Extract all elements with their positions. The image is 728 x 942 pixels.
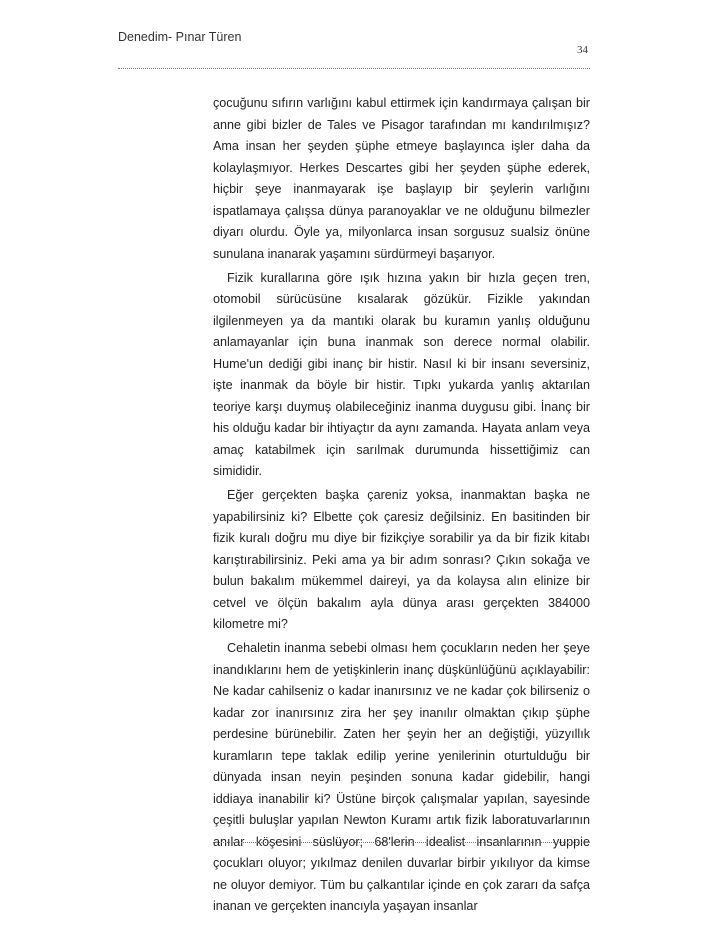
footer-divider <box>213 842 590 843</box>
paragraph-4: Cehaletin inanma sebebi olması hem çocukların neden her şeye inandıklarını hem de yetişkinlerin inanç düşkünlüğünü açıklayabilir: Ne kadar cahilseniz o kadar inanırsınız ve ne kadar çok bilirseniz o kadar zor inanırsınız zira her şey inanılır olmaktan çıkıp şüphe perdesine bürünebilir. Zaten her şeyin her an değiştiği, yüzyıllık kuramların tepe taklak edilip yerine yenilerinin oturtulduğu bir dünyada insan neyin peşinden sonuna kadar gidebilir, hangi iddiaya inanabilir ki? Üstüne birçok çalışmalar yapılan, sayesinde çeşitli buluşlar yapılan Newton Kuramı artık fizik laboratuvarlarının anılar köşesini süslüyor; 68'lerin idealist insanlarının yuppie çocukları oluyor; yıkılmaz denilen duvarlar birbir yıkılıyor da kimse ne oluyor demiyor. Tüm bu çalkantılar içinde en çok zararı da safça inanan ve gerçekten inancıyla yaşayan insanlar <box>213 641 590 913</box>
paragraph-3: Eğer gerçekten başka çareniz yoksa, inanmaktan başka ne yapabilirsiniz ki? Elbette çok çaresiz değilsiniz. En basitinden bir fizik kuralı doğru mu diye bir fizikçiye sorabilir ya da bir fizik kitabı karıştırabilirsiniz. Peki ama ya bir adım sonrası? Çıkın sokağa ve bulun bakalım mükemmel daireyi, ya da kolaysa alın elinize bir cetvel ve ölçün bakalım ayla dünya arası gerçekten 384000 kilometre mi? <box>213 488 590 631</box>
body-text <box>213 93 590 920</box>
header-divider <box>118 68 590 69</box>
page-number: 34 <box>577 44 588 56</box>
header-title: Denedim- Pınar Türen <box>118 30 242 44</box>
paragraph-2: Fizik kurallarına göre ışık hızına yakın bir hızla geçen tren, otomobil sürücüsüne kısalarak gözükür. Fizikle yakından ilgilenmeyen ya da mantıki olarak bu kuramın yanlış olduğunu anlamayanlar için buna inanmak son derece normal olabilir. Hume'un dediği gibi inanç bir histir. Nasıl ki bir insanı seversiniz, işte inanmak da böyle bir histir. Tıpkı yukarda yanlış aktarılan teoriye karşı duymuş olabileceğiniz inanma duygusu gibi. İnanç bir his olduğu kadar bir ihtiyaçtır da aynı zamanda. Hayata anlam veya amaç katabilmek için sarılmak durumunda hissettiğimiz can simididir. <box>213 270 590 478</box>
paragraph-1: çocuğunu sıfırın varlığını kabul ettirmek için kandırmaya çalışan bir anne gibi bizler de Tales ve Pisagor tarafından mı kandırılmışız? Ama insan her şeyden şüphe etmeye başlayınca işler daha da kolaylaşmıyor. Herkes Descartes gibi her şeyden şüphe ederek, hiçbir şeye inanmayarak işe başlayıp bir şeylerin varlığını ispatlamaya çalışsa dünya paranoyaklar ve ne olduğunu bilmezler diyarı olurdu. Öyle ya, milyonlarca insan sorgusuz sualsiz önüne sunulana inanarak yaşamını sürdürmeyi başarıyor. <box>213 96 590 261</box>
